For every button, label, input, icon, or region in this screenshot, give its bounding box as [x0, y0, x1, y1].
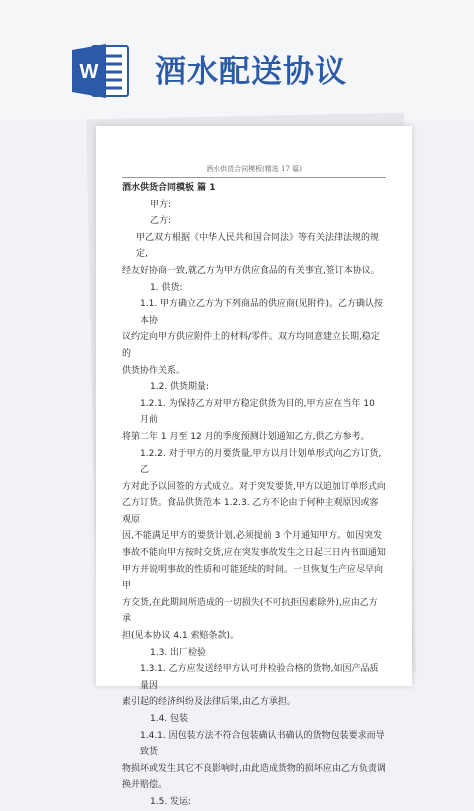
- page-title: 酒水配送协议: [155, 54, 347, 90]
- document-line: 1.2.2. 对于甲方的月要货量,甲方以月计划单形式向乙方订货,乙: [140, 448, 382, 476]
- section-heading: 酒水供货合同模板 篇 1: [122, 183, 216, 193]
- document-line: 1.2.1. 为保持乙方对甲方稳定供货为目的,甲方应在当年 10 月前: [140, 398, 375, 426]
- word-icon-letter: W: [79, 61, 99, 83]
- document-line: 1.4.1. 因包装方法不符合包装确认书确认的货物包装要求而导致货: [140, 730, 385, 758]
- document-line: 素引起的经济纠纷及法律后果,由乙方承担。: [122, 697, 296, 708]
- document-line: 将第二年 1 月至 12 月的季度预测计划通知乙方,供乙方参考。: [122, 431, 370, 442]
- document-line: 因,不能满足甲方的要货计划,必须提前 3 个月通知甲方。如因突发: [122, 531, 383, 542]
- document-line: 乙方订货。食品供货范本 1.2.3. 乙方不论由于何种主观原因或客观原: [122, 498, 379, 525]
- document-line: 1.3.1. 乙方应发送经甲方认可并检验合格的货物,如因产品质量因: [140, 664, 379, 691]
- word-document-icon: [70, 40, 132, 102]
- document-line: 1.2. 供货期量:: [150, 382, 210, 393]
- document-line: 1.1. 甲方确立乙方为下列商品的供应商(见附件)。乙方确认按本协: [140, 299, 384, 326]
- document-line: 1. 供货:: [150, 282, 183, 293]
- document-body: [122, 180, 386, 811]
- header-divider: [122, 177, 386, 178]
- document-line: 甲方:: [150, 199, 172, 210]
- document-line: 1.3. 出厂检验: [150, 647, 207, 658]
- document-line: 供货协作关系。: [122, 365, 186, 376]
- document-line: 事故不能向甲方按时交货,应在突发事故发生之日起三日内书面通知: [122, 548, 386, 559]
- document-line: 方对此予以回签的方式成立。对于突发要货,甲方以追加订单形式向: [122, 481, 386, 492]
- document-line: 方交货,在此期间所造成的一切损失(不可抗拒因素除外),应由乙方承: [122, 597, 378, 625]
- document-page: [96, 126, 412, 807]
- document-line: 换并赔偿。: [122, 780, 168, 791]
- banner: [0, 0, 474, 120]
- document-line: 甲乙双方根据《中华人民共和国合同法》等有关法律法规的规定,: [136, 232, 380, 260]
- document-line: 1.5. 发运:: [150, 796, 192, 807]
- document-header: 酒水供货合同模板(精选 17 篇): [206, 165, 302, 173]
- document-line: 物损坏或发生其它不良影响时,由此造成货物的损坏应由乙方负责调: [122, 763, 386, 774]
- document-line: 经友好协商一致,就乙方为甲方供应食品的有关事宜,签订本协议。: [122, 265, 380, 276]
- document-line: 1.4. 包装: [150, 714, 189, 724]
- document-line: 担(见本协议 4.1 索赔条款)。: [122, 631, 240, 642]
- document-line: 甲方并说明事故的性质和可能延续的时间。一旦恢复生产应尽早向甲: [122, 564, 384, 592]
- document-line: 议约定向甲方供应附件上的材料/零件。双方均同意建立长期,稳定的: [122, 332, 380, 359]
- document-line: 乙方:: [150, 216, 172, 227]
